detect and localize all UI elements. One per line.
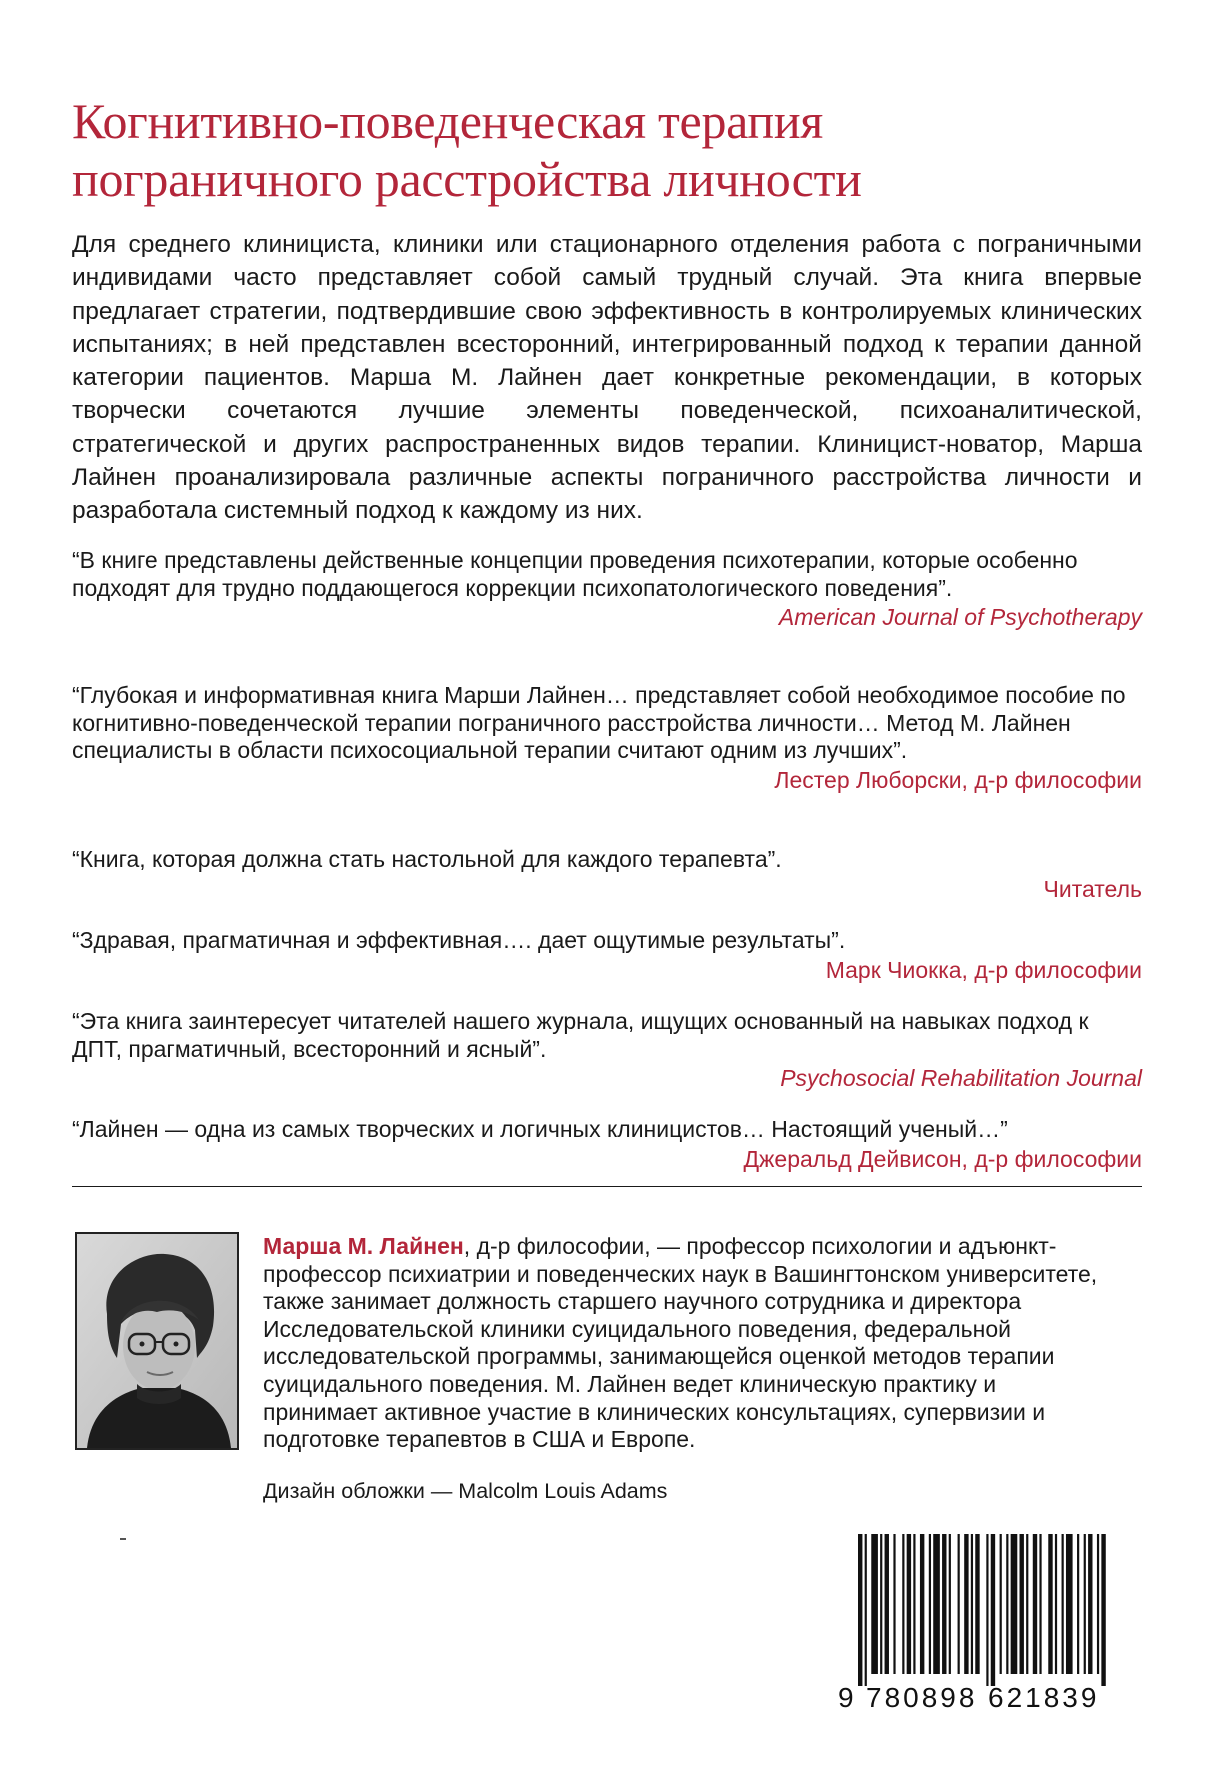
barcode-bar xyxy=(971,1534,973,1674)
barcode-bar xyxy=(1006,1534,1008,1674)
book-title-line-1: Когнитивно-поведенческая терапия xyxy=(72,93,823,149)
barcode-bar xyxy=(1088,1534,1092,1674)
review-5 xyxy=(72,1008,1142,1093)
review-attribution: American Journal of Psychotherapy xyxy=(778,604,1142,630)
review-attribution: Читатель xyxy=(1043,875,1142,902)
isbn-barcode xyxy=(838,1534,1116,1716)
barcode-bar xyxy=(964,1534,968,1674)
author-name: Марша М. Лайнен xyxy=(263,1233,464,1259)
barcode-digits xyxy=(838,1682,1116,1716)
barcode-bar xyxy=(880,1534,882,1674)
book-description: Для среднего клинициста, клиники или стационарного отделения работа с пограничными индивидами часто представляет собой самый трудный случай. Эта книга впервые предлагает стратегии, подтвердившие свою эффективность в контролируемых клинических испытаниях; в ней представлен всесторонний, интегрированный подход к терапии данной категории пациентов. Марша М. Лайнен дает конкретные рекомендации, в которых творчески сочетаются лучшие элементы поведенческой, психоаналитической, стратегической и других распространенных видов терапии. Клиницист-новатор, Марша Лайнен проанализировала различные аспекты пограничного расстройства личности и разработала системный подход к каждому из них. xyxy=(72,231,1142,525)
barcode-bar xyxy=(920,1534,924,1674)
barcode-bar xyxy=(991,1534,995,1686)
barcode-bar xyxy=(1000,1534,1002,1674)
author-photo xyxy=(75,1232,239,1450)
review-quote: “Книга, которая должна стать настольной для каждого терапевта”. xyxy=(72,846,782,872)
review-quote: “Эта книга заинтересует читателей нашего журнала, ищущих основанный на навыках подход к ДПТ, прагматичный, всесторонний и ясный”. xyxy=(72,1008,1089,1062)
book-title xyxy=(72,92,1152,208)
barcode-bar xyxy=(893,1534,895,1674)
barcode-bar xyxy=(913,1534,915,1674)
barcode-bar xyxy=(1048,1534,1052,1674)
barcode-bar xyxy=(1039,1534,1041,1674)
barcode-bar xyxy=(1066,1534,1073,1674)
author-bio xyxy=(263,1233,1113,1454)
author-portrait-image xyxy=(77,1234,237,1448)
barcode-group-left: 780898 xyxy=(866,1682,978,1713)
review-attribution: Лестер Люборски, д-р философии xyxy=(774,766,1142,793)
barcode-bar xyxy=(975,1534,979,1674)
barcode-digit-first: 9 xyxy=(838,1682,854,1713)
barcode-bar xyxy=(865,1534,867,1686)
review-quote: “В книге представлены действенные концепции проведения психотерапии, которые особенно подходят для трудно поддающегося коррекции психопатологического поведения”. xyxy=(72,547,1078,601)
barcode-bars xyxy=(858,1534,1108,1686)
barcode-bar xyxy=(942,1534,946,1674)
print-mark xyxy=(120,1538,126,1540)
barcode-bar xyxy=(907,1534,911,1674)
review-attribution: Psychosocial Rehabilitation Journal xyxy=(780,1065,1142,1091)
review-2 xyxy=(72,682,1142,795)
barcode-bar xyxy=(1026,1534,1028,1674)
review-1 xyxy=(72,547,1142,632)
review-quote: “Лайнен — одна из самых творческих и логичных клиницистов… Настоящий ученый…” xyxy=(72,1116,1008,1142)
review-quote: “Глубокая и информативная книга Марши Лайнен… представляет собой необходимое пособие по когнитивно-поведенческой терапии пограничного расстройства личности… Метод М. Лайнен специалисты в области психосоциальной терапии считают одним из лучших”. xyxy=(72,682,1126,763)
barcode-bar xyxy=(1062,1534,1064,1674)
barcode-bar xyxy=(1101,1534,1105,1686)
barcode-bar xyxy=(958,1534,960,1674)
barcode-bar xyxy=(933,1534,940,1674)
review-attribution: Марк Чиокка, д-р философии xyxy=(825,956,1142,983)
review-attribution: Джеральд Дейвисон, д-р философии xyxy=(743,1145,1142,1172)
review-4 xyxy=(72,927,1142,985)
barcode-bar xyxy=(1077,1534,1079,1674)
cover-design-credit: Дизайн обложки — Malcolm Louis Adams xyxy=(263,1479,668,1503)
barcode-bar xyxy=(1055,1534,1057,1674)
author-bio-text: , д-р философии, — профессор психологии и адъюнкт-профессор психиатрии и поведенческих наук в Вашингтонском университете, также занимает должность старшего научного сотрудника и директора Исследовательской клиники суицидального поведения, федеральной исследовательской программы, занимающейся оценкой методов терапии суицидального поведения. М. Лайнен ведет клиническую практику и принимает активное участие в клинических консультациях, супервизии и подготовке терапевтов в США и Европе. xyxy=(263,1233,1098,1453)
barcode-bar xyxy=(902,1534,904,1674)
barcode-bar xyxy=(949,1534,951,1674)
barcode-bar xyxy=(871,1534,878,1674)
barcode-bar xyxy=(929,1534,931,1674)
review-3 xyxy=(72,846,1142,904)
review-6 xyxy=(72,1116,1142,1174)
barcode-bar xyxy=(986,1534,988,1686)
barcode-bar xyxy=(885,1534,889,1674)
barcode-bar xyxy=(1011,1534,1018,1674)
book-title-line-2: пограничного расстройства личности xyxy=(72,151,862,207)
barcode-bar xyxy=(1084,1534,1086,1674)
review-quote: “Здравая, прагматичная и эффективная…. дает ощутимые результаты”. xyxy=(72,927,846,953)
divider xyxy=(72,1186,1142,1187)
barcode-bar xyxy=(1097,1534,1099,1674)
barcode-bar xyxy=(1020,1534,1024,1674)
barcode-bar xyxy=(858,1534,862,1686)
barcode-bar xyxy=(1033,1534,1037,1674)
barcode-group-right: 621839 xyxy=(988,1682,1100,1713)
